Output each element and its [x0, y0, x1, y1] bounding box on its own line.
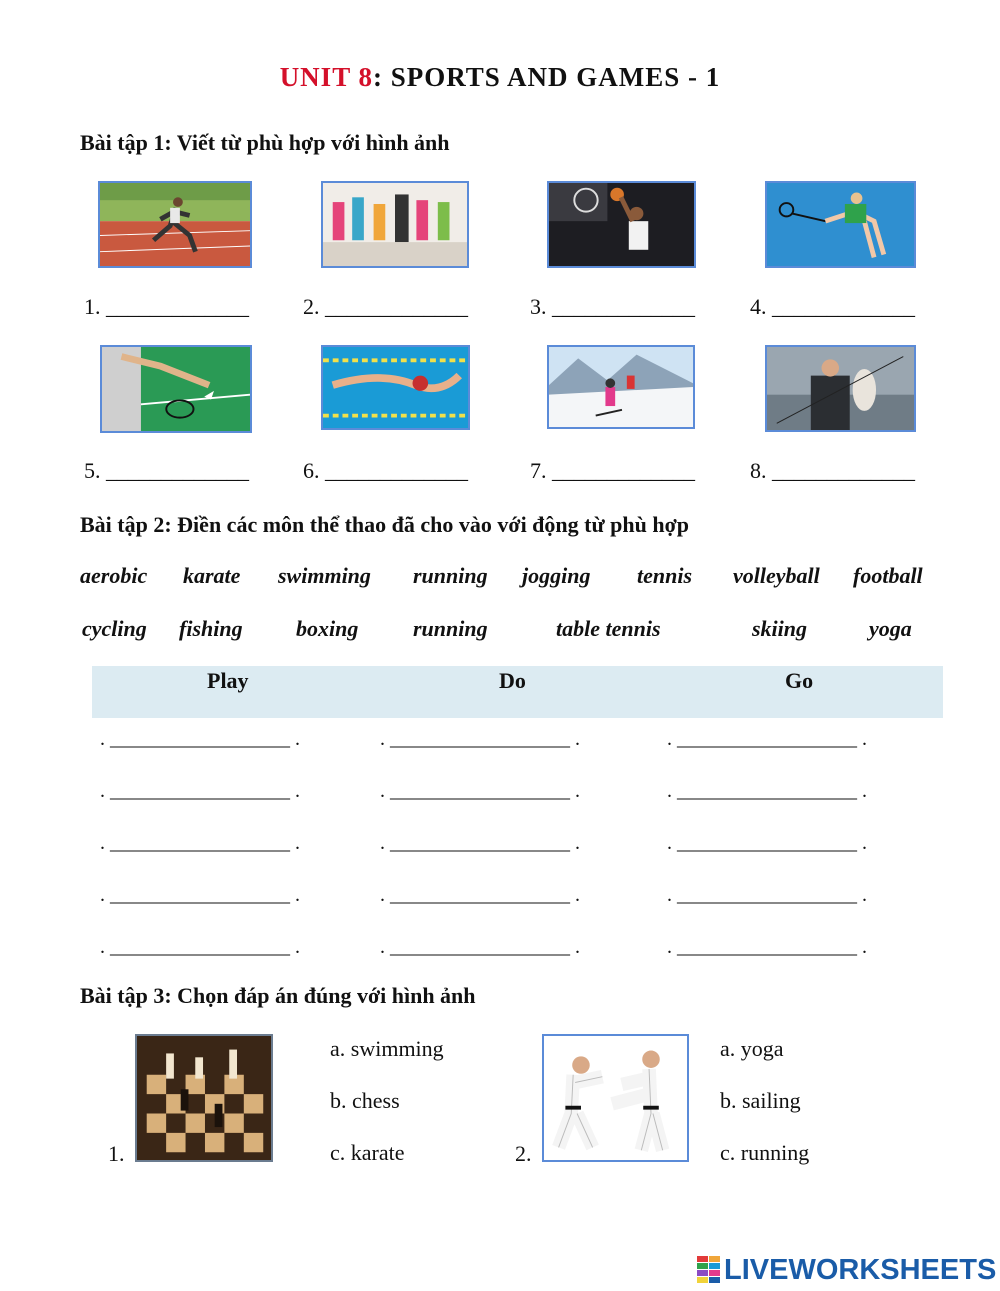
logo-text: LIVEWORKSHEETS	[724, 1253, 997, 1286]
unit-label: UNIT 8	[279, 62, 373, 92]
word-bank-item: fishing	[179, 616, 243, 641]
question-number: 1.	[108, 1141, 125, 1166]
play-answer-line[interactable]: . __________________ .	[100, 936, 300, 958]
q1-option-b[interactable]: b. chess	[330, 1088, 400, 1113]
word-bank-item: cycling	[82, 616, 147, 641]
basketball-player-photo	[547, 181, 696, 268]
liveworksheets-logo[interactable]	[697, 1253, 997, 1287]
word-bank-item: running	[413, 563, 488, 588]
word-bank-item: football	[853, 563, 923, 588]
word-bank-item: running	[413, 616, 488, 641]
q2-option-b[interactable]: b. sailing	[720, 1088, 801, 1113]
exercise1-heading: Bài tập 1: Viết từ phù hợp với hình ảnh	[80, 130, 450, 155]
q1-option-c[interactable]: c. karate	[330, 1140, 405, 1165]
word-bank-item: skiing	[752, 616, 808, 641]
skier-photo	[547, 345, 695, 429]
chess-photo	[135, 1034, 273, 1162]
aerobics-class-photo	[321, 181, 469, 268]
column-header-do: Do	[499, 668, 526, 693]
do-answer-line[interactable]: . __________________ .	[380, 728, 580, 750]
word-bank-item: swimming	[278, 563, 371, 588]
go-answer-line[interactable]: . __________________ .	[667, 728, 867, 750]
question-number: 2.	[515, 1141, 532, 1166]
play-answer-line[interactable]: . __________________ .	[100, 832, 300, 854]
swimmer-photo	[321, 345, 470, 430]
exercise1-blank-6[interactable]: 6. _____________	[303, 458, 468, 483]
do-answer-line[interactable]: . __________________ .	[380, 832, 580, 854]
play-answer-line[interactable]: . __________________ .	[100, 884, 300, 906]
exercise1-blank-7[interactable]: 7. _____________	[530, 458, 695, 483]
exercise1-blank-3[interactable]: 3. _____________	[530, 294, 695, 319]
play-answer-line[interactable]: . __________________ .	[100, 728, 300, 750]
page-title	[0, 62, 1000, 93]
go-answer-line[interactable]: . __________________ .	[667, 832, 867, 854]
go-answer-line[interactable]: . __________________ .	[667, 936, 867, 958]
go-answer-line[interactable]: . __________________ .	[667, 884, 867, 906]
tennis-player-photo	[765, 181, 916, 268]
word-bank-item: jogging	[522, 563, 591, 588]
column-header-play: Play	[207, 668, 249, 693]
do-answer-line[interactable]: . __________________ .	[380, 780, 580, 802]
do-answer-line[interactable]: . __________________ .	[380, 884, 580, 906]
q2-option-a[interactable]: a. yoga	[720, 1036, 784, 1061]
exercise1-blank-1[interactable]: 1. _____________	[84, 294, 249, 319]
q1-option-a[interactable]: a. swimming	[330, 1036, 444, 1061]
logo-icon	[697, 1256, 721, 1284]
exercise1-blank-2[interactable]: 2. _____________	[303, 294, 468, 319]
fisherman-photo	[765, 345, 916, 432]
exercise3-heading: Bài tập 3: Chọn đáp án đúng với hình ảnh	[80, 983, 476, 1008]
exercise2-heading: Bài tập 2: Điền các môn thể thao đã cho vào với động từ phù hợp	[80, 512, 690, 537]
badminton-photo	[100, 345, 252, 433]
word-bank-item: yoga	[869, 616, 912, 641]
word-bank-item: karate	[183, 563, 241, 588]
word-bank-item: tennis	[637, 563, 693, 588]
exercise1-blank-5[interactable]: 5. _____________	[84, 458, 249, 483]
column-header-go: Go	[785, 668, 814, 693]
word-bank-item: table tennis	[556, 616, 661, 641]
do-answer-line[interactable]: . __________________ .	[380, 936, 580, 958]
karate-photo	[542, 1034, 689, 1162]
word-bank-item: boxing	[296, 616, 359, 641]
word-bank-item: volleyball	[733, 563, 820, 588]
runner-photo	[98, 181, 252, 268]
q2-option-c[interactable]: c. running	[720, 1140, 810, 1165]
exercise1-blank-4[interactable]: 4. _____________	[750, 294, 915, 319]
go-answer-line[interactable]: . __________________ .	[667, 780, 867, 802]
word-bank-item: aerobic	[80, 563, 148, 588]
exercise1-blank-8[interactable]: 8. _____________	[750, 458, 915, 483]
play-answer-line[interactable]: . __________________ .	[100, 780, 300, 802]
title-rest: : SPORTS AND GAMES - 1	[372, 62, 721, 92]
